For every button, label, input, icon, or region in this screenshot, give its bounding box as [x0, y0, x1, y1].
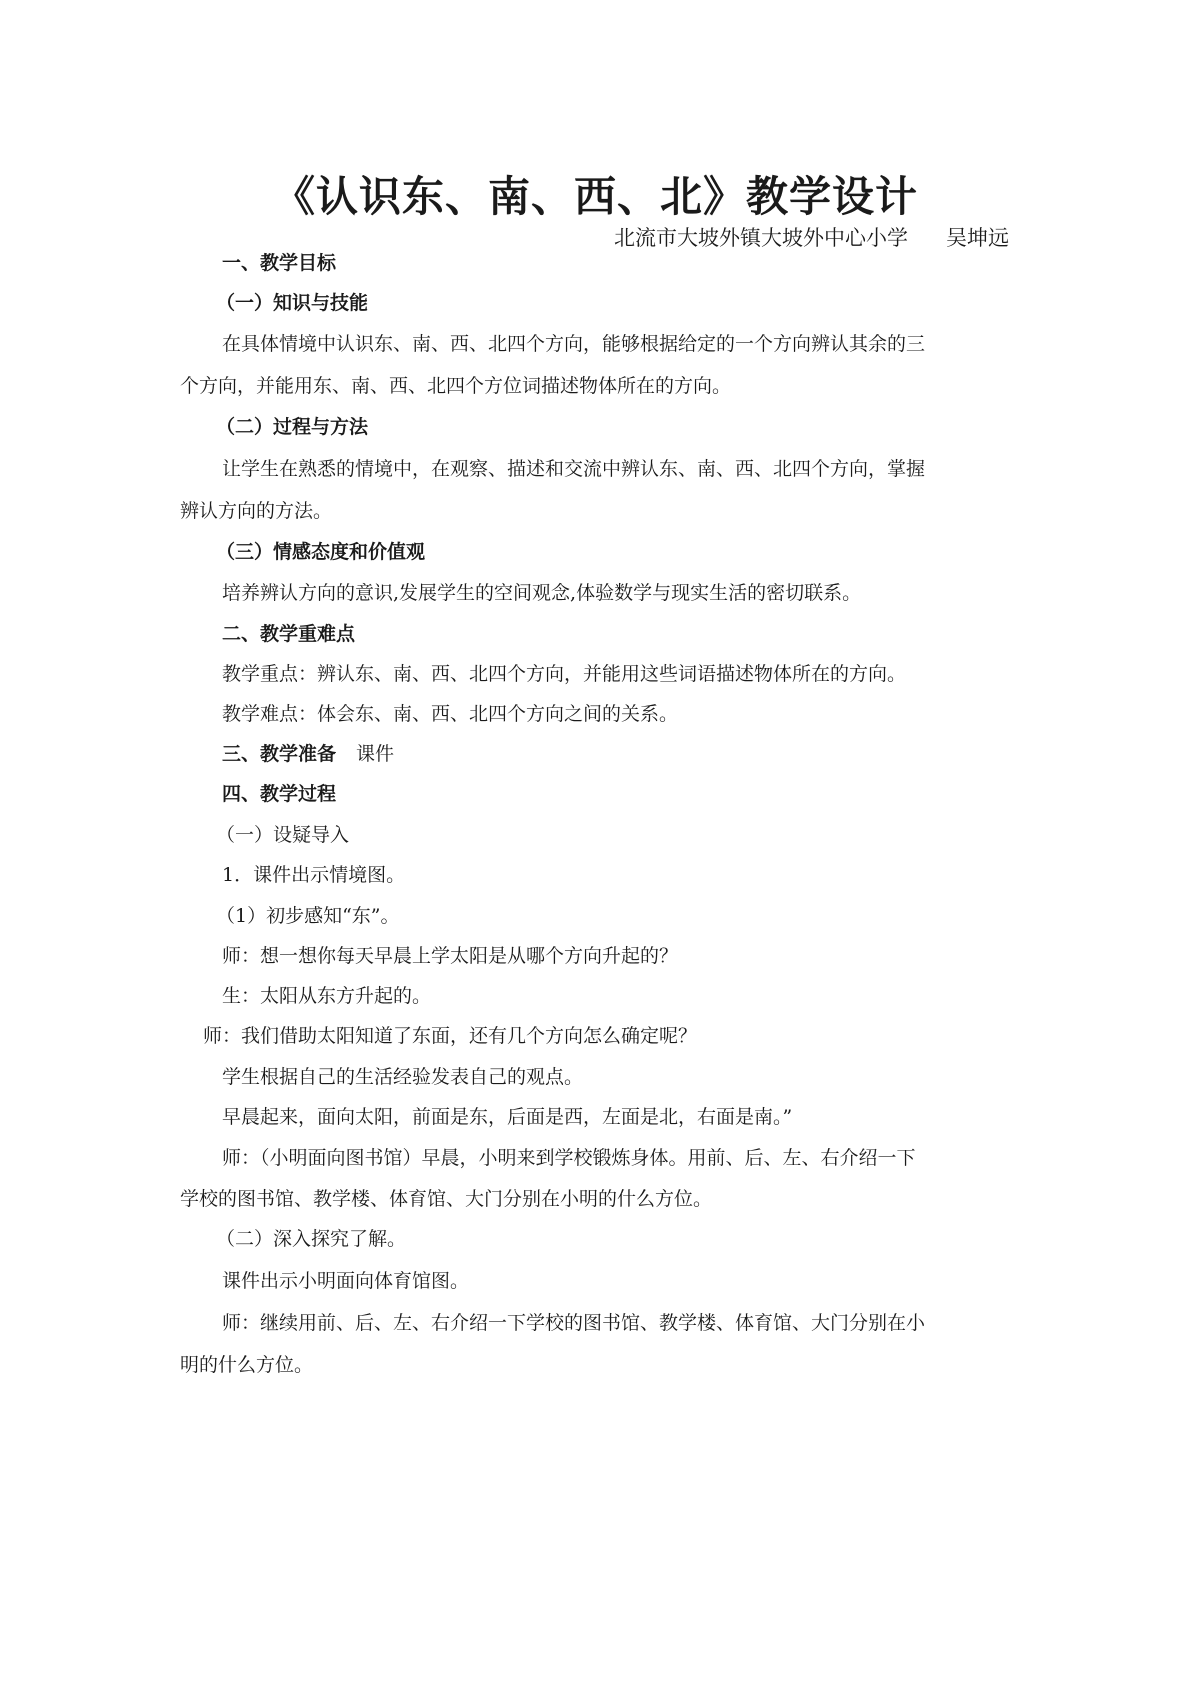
paragraph-line: 明的什么方位。	[180, 1354, 314, 1376]
paragraph-line: 教学难点：体会东、南、西、北四个方向之间的关系。	[222, 703, 679, 725]
subheading-introduction: （一）设疑导入	[216, 824, 350, 846]
paragraph-line: 1．课件出示情境图。	[222, 864, 406, 886]
paragraph-line: 学校的图书馆、教学楼、体育馆、大门分别在小明的什么方位。	[180, 1188, 713, 1210]
paragraph-line: 培养辨认方向的意识,发展学生的空间观念,体验数学与现实生活的密切联系。	[222, 582, 862, 604]
paragraph-line: （1）初步感知“东”。	[216, 905, 400, 927]
section-heading-preparation: 三、教学准备	[222, 743, 337, 765]
paragraph-line: 辨认方向的方法。	[180, 500, 333, 522]
section-heading-process: 四、教学过程	[222, 783, 337, 805]
section-preparation	[222, 739, 394, 766]
subheading-emotion-values: （三）情感态度和价值观	[216, 541, 426, 563]
paragraph-line: 个方向，并能用东、南、西、北四个方位词描述物体所在的方向。	[180, 375, 732, 397]
subheading-process-methods: （二）过程与方法	[216, 416, 369, 438]
paragraph-line: 师：想一想你每天早晨上学太阳是从哪个方向升起的？	[222, 945, 679, 967]
paragraph-line: 课件出示小明面向体育馆图。	[222, 1270, 470, 1292]
paragraph-line: 早晨起来，面向太阳，前面是东，后面是西，左面是北，右面是南。”	[222, 1106, 793, 1128]
paragraph-line: 师：继续用前、后、左、右介绍一下学校的图书馆、教学楼、体育馆、大门分别在小	[222, 1312, 926, 1334]
paragraph-line: 让学生在熟悉的情境中，在观察、描述和交流中辨认东、南、西、北四个方向，掌握	[222, 458, 926, 480]
author-line	[614, 222, 1009, 252]
paragraph-line: 师：我们借助太阳知道了东面，还有几个方向怎么确定呢？	[203, 1025, 698, 1047]
section-heading-objectives: 一、教学目标	[222, 252, 337, 274]
paragraph-line: 在具体情境中认识东、南、西、北四个方向，能够根据给定的一个方向辨认其余的三	[222, 333, 926, 355]
paragraph-line: 生：太阳从东方升起的。	[222, 985, 432, 1007]
section-heading-key-points: 二、教学重难点	[222, 623, 356, 645]
paragraph-line: 学生根据自己的生活经验发表自己的观点。	[222, 1066, 584, 1088]
subheading-exploration: （二）深入探究了解。	[216, 1228, 407, 1250]
author-school: 北流市大坡外镇大坡外中心小学	[614, 226, 908, 250]
author-name: 吴坤远	[946, 226, 1009, 250]
document-title: 《认识东、南、西、北》教学设计	[272, 172, 918, 221]
subheading-knowledge-skills: （一）知识与技能	[216, 292, 369, 314]
preparation-content: 课件	[356, 743, 395, 765]
paragraph-line: 教学重点：辨认东、南、西、北四个方向，并能用这些词语描述物体所在的方向。	[222, 663, 907, 685]
paragraph-line: 师：（小明面向图书馆）早晨，小明来到学校锻炼身体。用前、后、左、右介绍一下	[222, 1147, 916, 1169]
